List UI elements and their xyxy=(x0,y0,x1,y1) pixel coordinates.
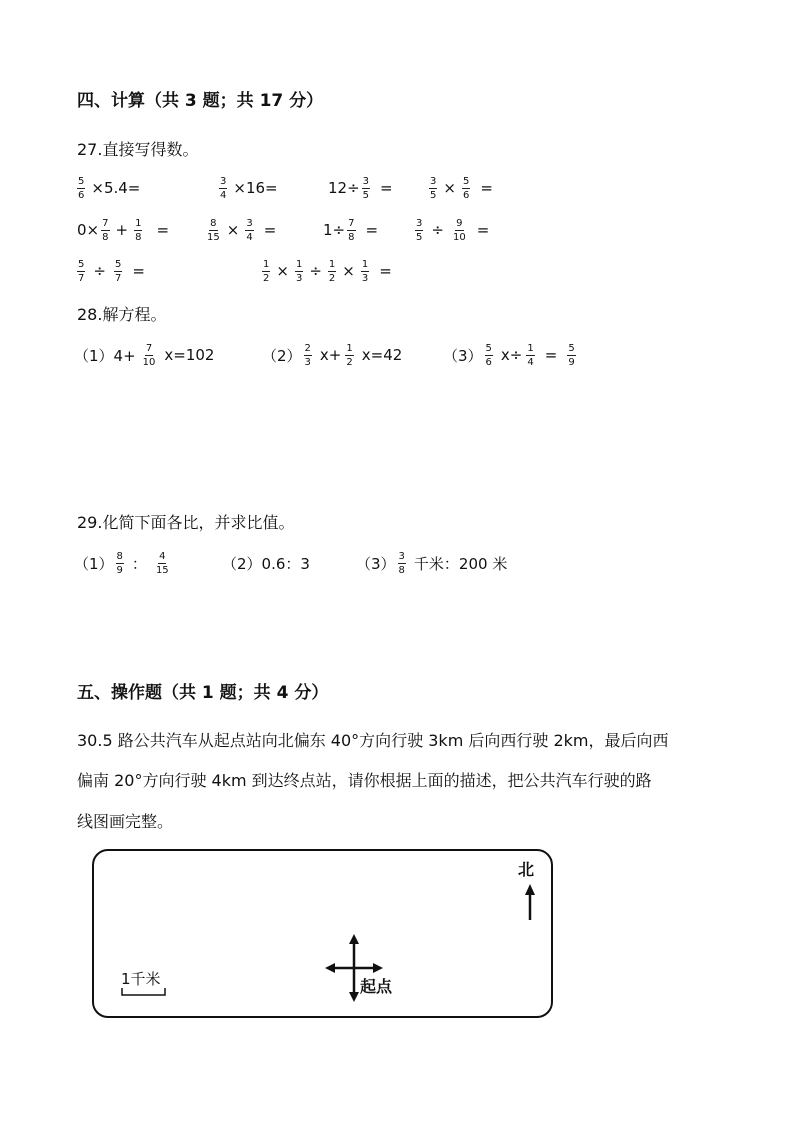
q27-item-7: 1÷ $\frac{7}{8}$ = xyxy=(323,217,379,243)
fraction: $\frac{7}{8}$ xyxy=(102,217,109,243)
q27-item-1: $\frac{5}{6}$ ×5.4= xyxy=(78,175,141,201)
section-4-title: 四、计算（共 3 题；共 17 分） xyxy=(77,91,324,111)
q29-part-2: （2）0.6：3 xyxy=(222,554,310,573)
fraction: $\frac{3}{5}$ xyxy=(416,217,423,243)
fraction: $\frac{3}{5}$ xyxy=(430,175,437,201)
q27-row-1 xyxy=(75,172,140,204)
fraction: $\frac{1}{2}$ xyxy=(328,258,336,284)
fraction: $\frac{5}{9}$ xyxy=(568,342,575,368)
fraction: $\frac{5}{6}$ xyxy=(485,342,492,368)
question-29-title: 29.化简下面各比，并求比值。 xyxy=(77,513,295,532)
start-point-label: 起点 xyxy=(360,977,393,996)
q27-item-6: $\frac{8}{15}$ × $\frac{3}{4}$ = xyxy=(207,217,277,243)
q28-equation-1: （1）4+ $\frac{7}{10}$ x=102 xyxy=(74,342,215,368)
fraction: $\frac{7}{10}$ xyxy=(142,342,156,368)
fraction: $\frac{1}{2}$ xyxy=(263,258,270,284)
fraction: $\frac{1}{2}$ xyxy=(346,342,353,368)
question-27-title: 27.直接写得数。 xyxy=(77,140,199,159)
q27-item-9: $\frac{5}{7}$ ÷ $\frac{5}{7}$ = xyxy=(78,258,145,284)
fraction: $\frac{1}{4}$ xyxy=(527,342,534,368)
north-arrow-icon xyxy=(522,882,538,922)
question-28-title: 28.解方程。 xyxy=(77,305,167,324)
fraction: $\frac{1}{3}$ xyxy=(361,258,369,284)
fraction: $\frac{7}{8}$ xyxy=(348,217,355,243)
fraction: $\frac{3}{4}$ xyxy=(220,175,227,201)
q29-part-1: （1） $\frac{8}{9}$ ： $\frac{4}{15}$ xyxy=(74,550,169,576)
fraction: $\frac{5}{6}$ xyxy=(462,175,470,201)
fraction: $\frac{5}{7}$ xyxy=(78,258,85,284)
fraction: $\frac{8}{9}$ xyxy=(116,550,123,576)
fraction: $\frac{2}{3}$ xyxy=(304,342,311,368)
north-label: 北 xyxy=(518,860,535,879)
fraction: $\frac{1}{3}$ xyxy=(295,258,303,284)
q27-item-2: $\frac{3}{4}$ ×16= xyxy=(220,175,278,201)
q28-equation-2: （2） $\frac{2}{3}$ x+ $\frac{1}{2}$ x=42 xyxy=(262,342,403,368)
fraction: $\frac{9}{10}$ xyxy=(452,217,466,243)
q28-equation-3: （3） $\frac{5}{6}$ x÷ $\frac{1}{4}$ = $\frac{5}{9}$ xyxy=(443,342,575,368)
fraction: $\frac{3}{5}$ xyxy=(362,175,370,201)
fraction: $\frac{3}{8}$ xyxy=(398,550,405,576)
q29-part-3: （3） $\frac{3}{8}$ 千米：200 米 xyxy=(356,550,508,576)
fraction: $\frac{3}{4}$ xyxy=(246,217,253,243)
fraction: $\frac{5}{6}$ xyxy=(78,175,85,201)
fraction: $\frac{8}{15}$ xyxy=(207,217,220,243)
q27-item-4: $\frac{3}{5}$ × $\frac{5}{6}$ = xyxy=(430,175,493,201)
fraction: $\frac{4}{15}$ xyxy=(155,550,169,576)
question-30-line-2: 偏南 20°方向行驶 4km 到达终点站，请你根据上面的描述，把公共汽车行驶的路 xyxy=(77,771,652,790)
question-30-line-1: 30.5 路公共汽车从起点站向北偏东 40°方向行驶 3km 后向西行驶 2km，最后向西 xyxy=(77,731,669,750)
fraction: $\frac{1}{8}$ xyxy=(135,217,142,243)
scale-label: 1千米 xyxy=(121,970,161,988)
section-5-title: 五、操作题（共 1 题；共 4 分） xyxy=(77,683,329,703)
scale-bar-icon xyxy=(120,986,168,998)
fraction: $\frac{5}{7}$ xyxy=(114,258,122,284)
q27-item-10: $\frac{1}{2}$ × $\frac{1}{3}$ ÷ $\frac{1}{2}$ × $\frac{1}{3}$ = xyxy=(263,258,392,284)
q27-item-3: 12÷ $\frac{3}{5}$ = xyxy=(328,175,393,201)
question-30-line-3: 线图画完整。 xyxy=(77,812,174,831)
q27-item-8: $\frac{3}{5}$ ÷ $\frac{9}{10}$ = xyxy=(416,217,490,243)
q27-item-5: 0× $\frac{7}{8}$ + $\frac{1}{8}$ = xyxy=(77,217,170,243)
